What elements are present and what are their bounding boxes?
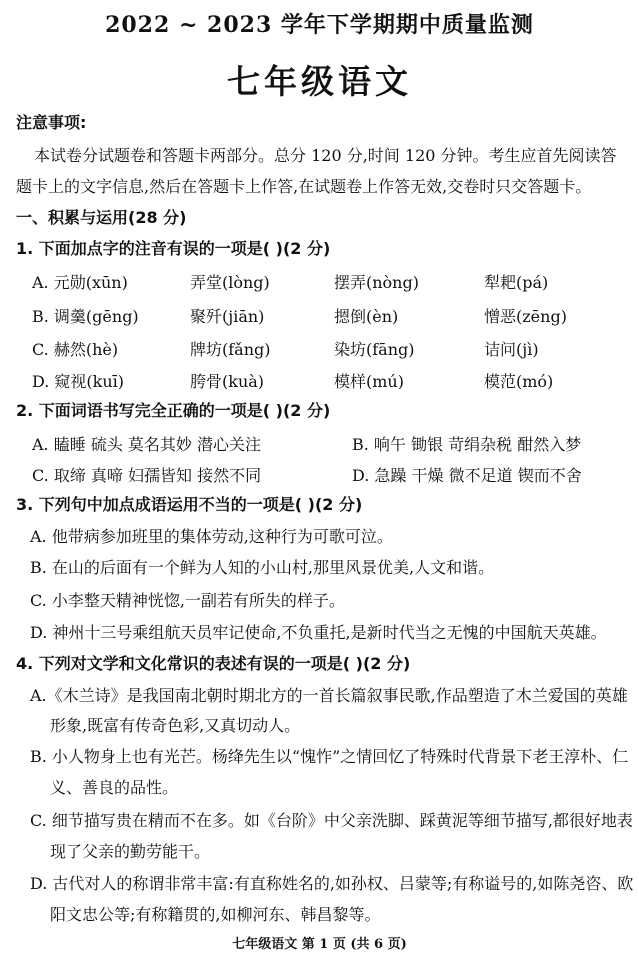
notice-heading: 注意事项: bbox=[16, 113, 87, 132]
q4-option-d-line-2: 阳文忠公等;有称籍贯的,如柳河东、韩昌黎等。 bbox=[50, 905, 381, 924]
q4-option-b-line-1: B. 小人物身上也有光芒。杨绛先生以“愧怍”之情回忆了特殊时代背景下老王淳朴、仁 bbox=[30, 747, 629, 766]
exam-title: 2022 ~ 2023 学年下学期期中质量监测 bbox=[105, 12, 534, 38]
q3-stem: 3. 下列句中加点成语运用不当的一项是( )(2 分) bbox=[16, 495, 363, 514]
q4-option-d-line-1: D. 古代对人的称谓非常丰富:有直称姓名的,如孙权、吕蒙等;有称谥号的,如陈尧咨、欧 bbox=[30, 874, 634, 893]
q1-d-3: 模样(mú) bbox=[334, 372, 404, 391]
q4-option-a-line-1: A.《木兰诗》是我国南北朝时期北方的一首长篇叙事民歌,作品塑造了木兰爱国的英雄 bbox=[30, 686, 628, 705]
q2-c: C. 取缔 真啼 妇孺皆知 接然不同 bbox=[32, 466, 262, 485]
q3-option-c: C. 小李整天精神恍惚,一副若有所失的样子。 bbox=[30, 591, 345, 610]
q1-d-4: 模范(mó) bbox=[484, 372, 554, 391]
q1-a-3: 摆弄(nòng) bbox=[334, 273, 419, 292]
q1-b-2: 聚歼(jiān) bbox=[190, 307, 265, 326]
q1-c-1: C. 赫然(hè) bbox=[32, 340, 119, 359]
q2-b: B. 响午 锄银 苛绢杂税 酣然入梦 bbox=[352, 435, 582, 454]
q1-b-3: 摁倒(èn) bbox=[334, 307, 399, 326]
section-1-heading: 一、积累与运用(28 分) bbox=[16, 208, 187, 227]
q1-a-4: 犁耙(pá) bbox=[484, 273, 549, 292]
q1-stem: 1. 下面加点字的注音有误的一项是( )(2 分) bbox=[16, 239, 331, 258]
q4-stem: 4. 下列对文学和文化常识的表述有误的一项是( )(2 分) bbox=[16, 654, 411, 673]
q3-option-a: A. 他带病参加班里的集体劳动,这种行为可歌可泣。 bbox=[30, 527, 393, 546]
q4-option-c-line-2: 现了父亲的勤劳能干。 bbox=[50, 842, 211, 861]
subject-title: 七年级语文 bbox=[227, 62, 412, 101]
notice-line-2: 题卡上的文字信息,然后在答题卡上作答,在试题卷上作答无效,交卷时只交答题卡。 bbox=[16, 177, 592, 196]
q2-a: A. 瞌睡 硫头 莫名其妙 潜心关注 bbox=[32, 435, 261, 454]
q1-c-4: 诘问(jì) bbox=[484, 340, 539, 359]
q1-a-2: 弄堂(lòng) bbox=[190, 273, 270, 292]
q1-b-1: B. 调羹(gēng) bbox=[32, 307, 139, 326]
page-footer: 七年级语文 第 1 页 (共 6 页) bbox=[232, 937, 407, 952]
notice-line-1: 本试卷分试题卷和答题卡两部分。总分 120 分,时间 120 分钟。考生应首先阅读答 bbox=[34, 146, 617, 165]
q3-option-d: D. 神州十三号乘组航天员牢记使命,不负重托,是新时代当之无愧的中国航天英雄。 bbox=[30, 623, 607, 642]
q1-b-4: 憎恶(zēng) bbox=[484, 307, 567, 326]
q1-c-2: 牌坊(fǎng) bbox=[190, 340, 271, 359]
q1-d-1: D. 窥视(kuī) bbox=[32, 372, 125, 391]
q4-option-a-line-2: 形象,既富有传奇色彩,又真切动人。 bbox=[50, 716, 301, 735]
q4-option-c-line-1: C. 细节描写贵在精而不在多。如《台阶》中父亲洗脚、踩黄泥等细节描写,都很好地表 bbox=[30, 811, 633, 830]
q2-d: D. 急躁 干燥 微不足道 锲而不舍 bbox=[352, 466, 582, 485]
q1-a-1: A. 元勋(xūn) bbox=[32, 273, 128, 292]
q1-c-3: 染坊(fāng) bbox=[334, 340, 415, 359]
q2-stem: 2. 下面词语书写完全正确的一项是( )(2 分) bbox=[16, 401, 331, 420]
q3-option-b: B. 在山的后面有一个鲜为人知的小山村,那里风景优美,人文和谐。 bbox=[30, 558, 495, 577]
q1-d-2: 胯骨(kuà) bbox=[190, 372, 265, 391]
q4-option-b-line-2: 义、善良的品性。 bbox=[50, 778, 179, 797]
